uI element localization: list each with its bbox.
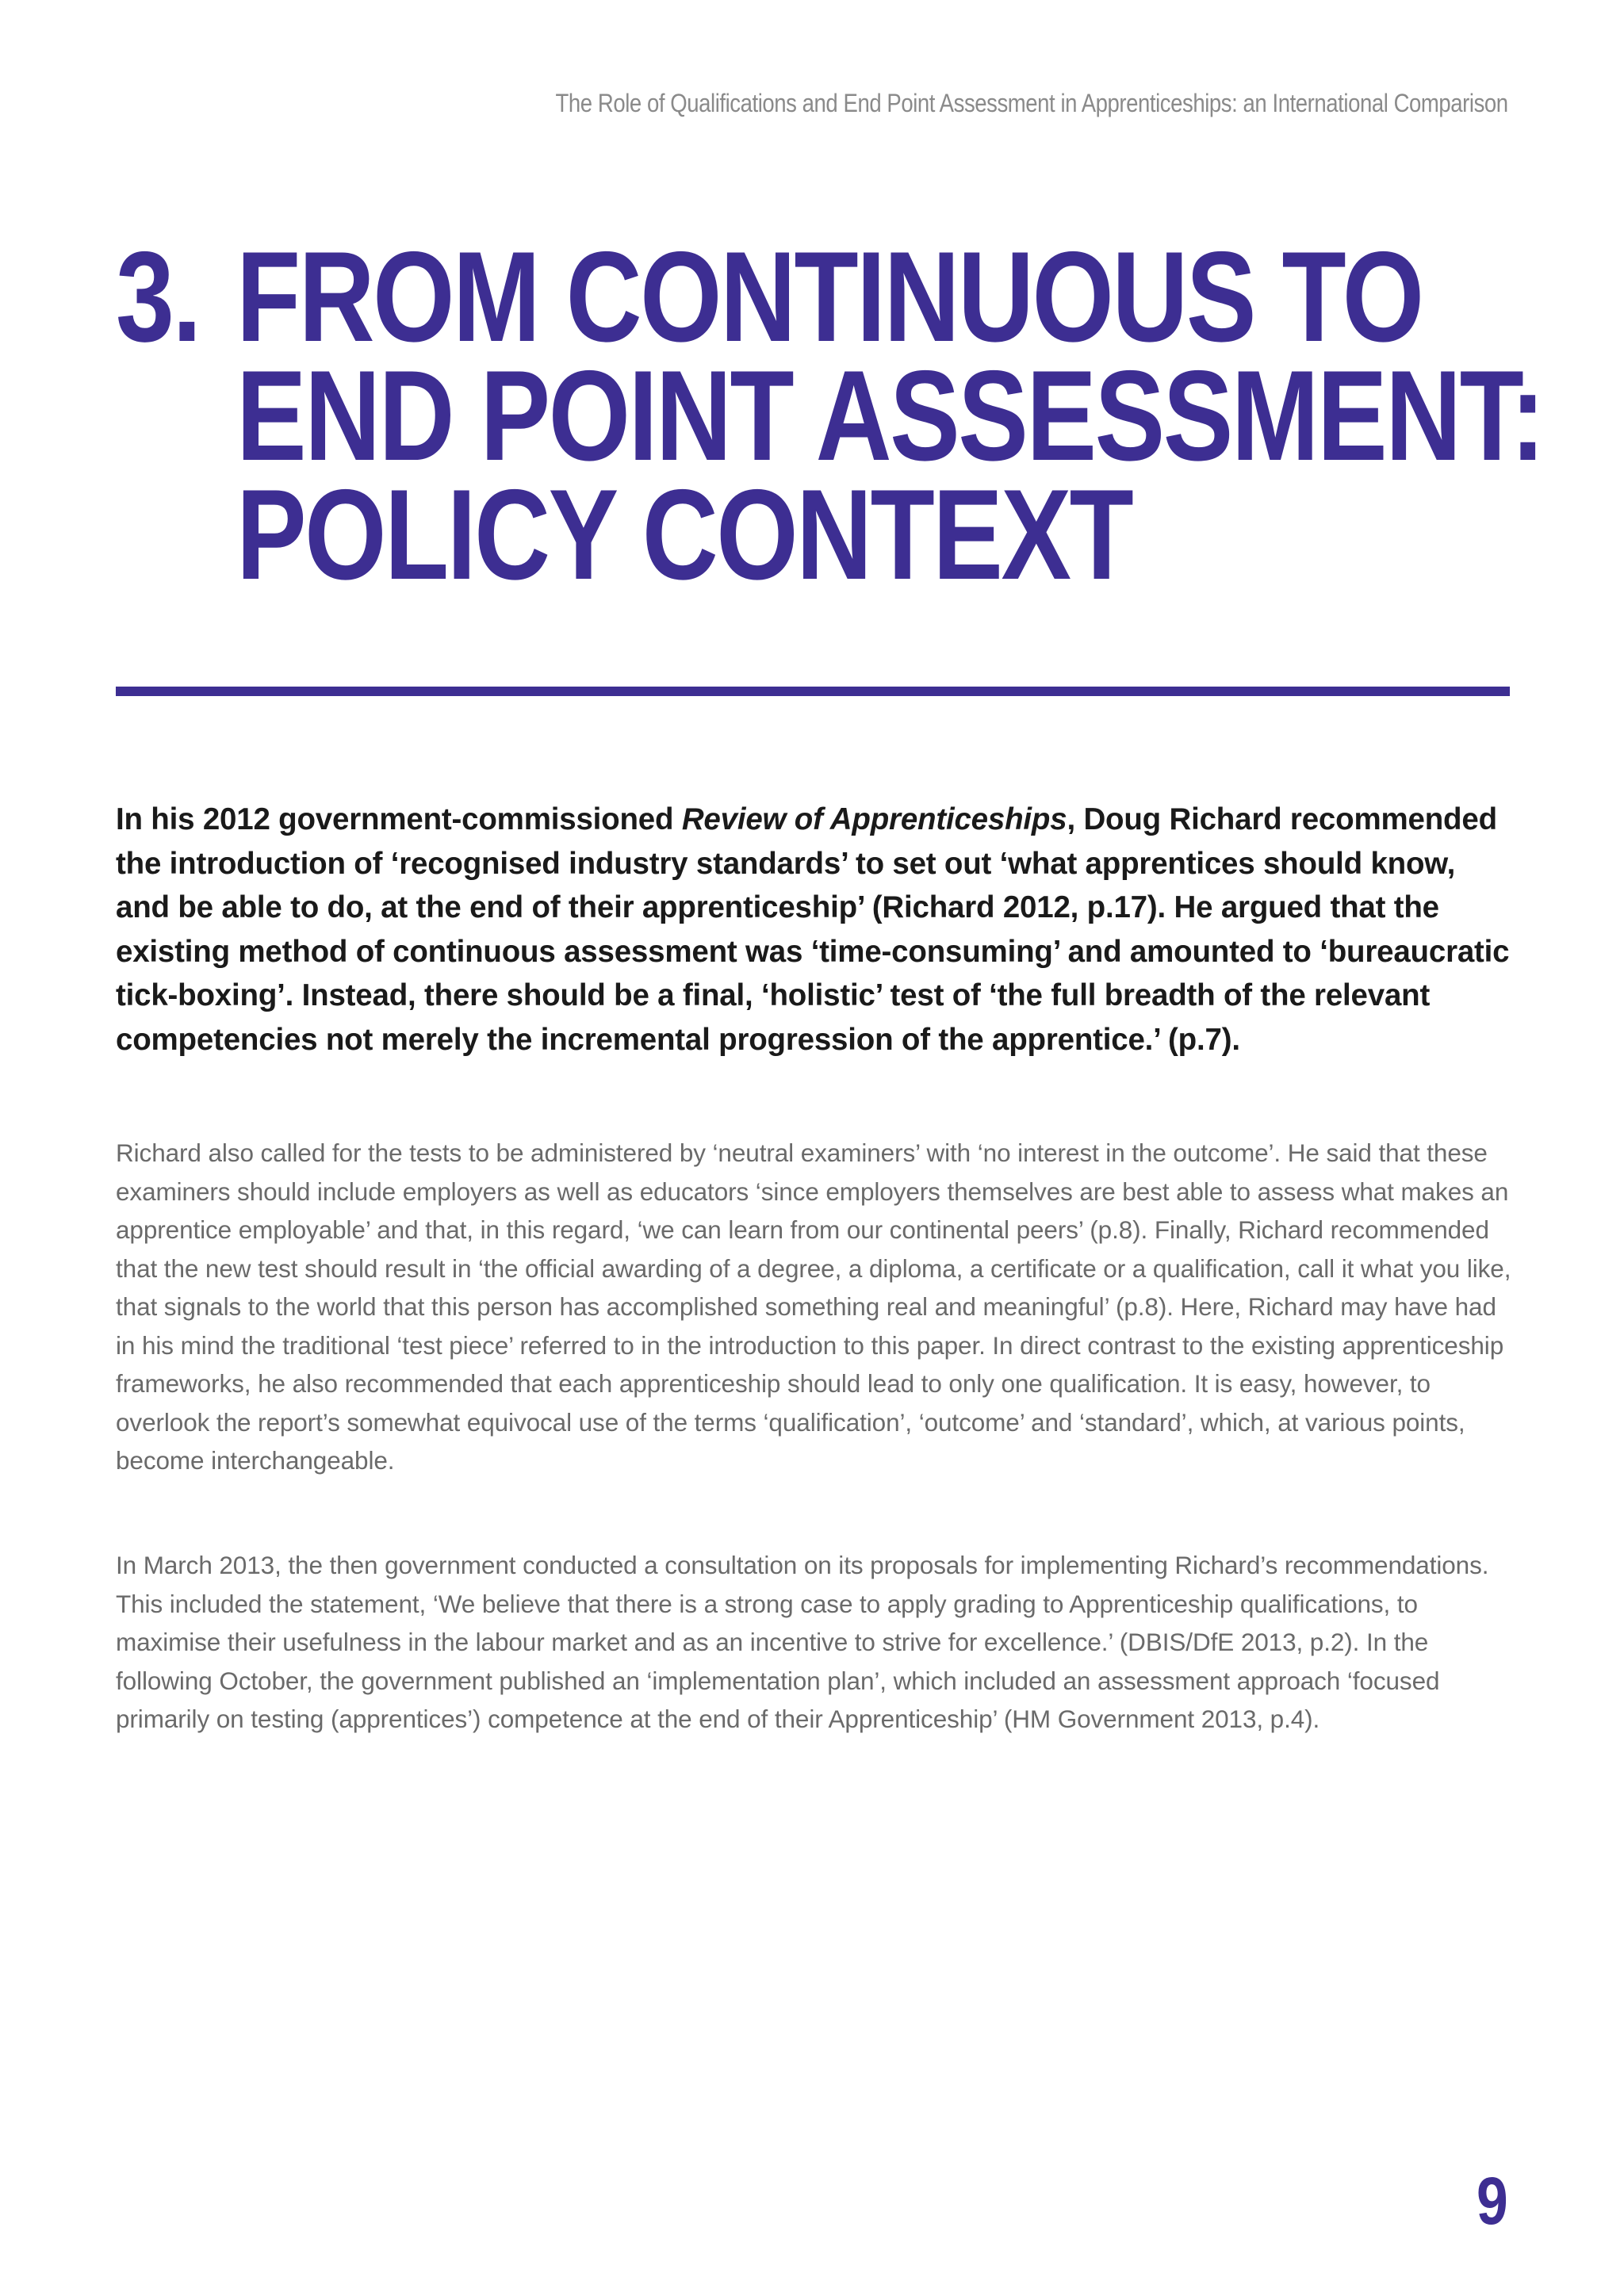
lead-text-end: , Doug Richard recommended the introduction of ‘recognised industry standards’ to set out ‘what apprentices should know, and be able to do, at the end of their apprenticeship’ (Richard 2012, p.17). He argued that the existing method of continuous assessment was ‘time-consuming’ and amounted to ‘bureaucratic tick-boxing’. Instead, there should be a final, ‘holistic’ test of ‘the full breadth of the relevant competencies not merely the incremental progression of the apprentice.’ (p.7). [116, 802, 1510, 1057]
lead-report-title: Review of Apprenticeships [681, 802, 1067, 836]
page-number: 9 [1477, 2164, 1508, 2238]
lead-paragraph [116, 798, 1513, 1062]
body-paragraph-1: Richard also called for the tests to be administered by ‘neutral examiners’ with ‘no interest in the outcome’. He said that these examiners should include employers as well as educators ‘since employers themselves are best able to assess what makes an apprentice employable’ and that, in this regard, ‘we can learn from our continental peers’ (p.8). Finally, Richard recommended that the new test should result in ‘the official awarding of a degree, a diploma, a certificate or a qualification, call it what you like, that signals to the world that this person has accomplished something real and meaningful’ (p.8). Here, Richard may have had in his mind the traditional ‘test piece’ referred to in the introduction to this paper. In direct contrast to the existing apprenticeship frameworks, he also recommended that each apprenticeship should lead to only one qualification. It is easy, however, to overlook the report’s somewhat equivocal use of the terms ‘qualification’, ‘outcome’ and ‘standard’, which, at various points, become interchangeable. [116, 1138, 1511, 1475]
chapter-heading [116, 225, 1544, 607]
lead-text-start: In his 2012 government-commissioned [116, 802, 682, 836]
heading-divider [116, 687, 1510, 696]
running-header: The Role of Qualifications and End Point Assessment in Apprenticeships: an International Comparison [555, 89, 1508, 117]
chapter-title-line-2: END POINT ASSESSMENT: [236, 344, 1544, 488]
body-paragraph-2: In March 2013, the then government conducted a consultation on its proposals for implementing Richard’s recommendations. This included the statement, ‘We believe that there is a strong case to apply grading to Apprenticeship qualifications, to maximise their usefulness in the labour market and as an incentive to strive for excellence.’ (DBIS/DfE 2013, p.2). In the following October, the government published an ‘implementation plan’, which included an assessment approach ‘focused primarily on testing (apprentices’) competence at the end of their Apprenticeship’ (HM Government 2013, p.4). [116, 1551, 1489, 1733]
chapter-number: 3. [116, 225, 200, 369]
chapter-title-line-3: POLICY CONTEXT [236, 463, 1132, 607]
chapter-title-line-1: FROM CONTINUOUS TO [236, 225, 1423, 369]
